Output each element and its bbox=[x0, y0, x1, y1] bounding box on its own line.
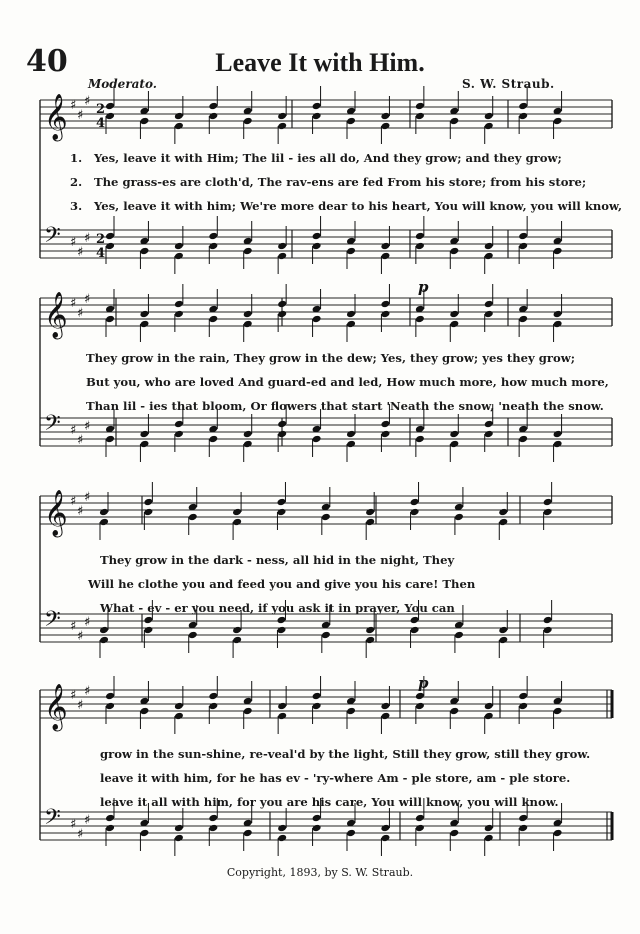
note-head bbox=[312, 112, 322, 121]
note-head bbox=[277, 310, 287, 319]
sharp-icon: ♯ bbox=[77, 827, 84, 842]
note-head bbox=[498, 636, 508, 645]
time-signature: 4 bbox=[96, 246, 106, 261]
note-head bbox=[208, 232, 218, 241]
note-head bbox=[143, 508, 153, 517]
note-head bbox=[277, 252, 287, 261]
note-head bbox=[139, 117, 149, 126]
note-head bbox=[415, 814, 425, 823]
note-head bbox=[105, 112, 115, 121]
sharp-icon: ♯ bbox=[70, 494, 77, 509]
note-head bbox=[243, 829, 253, 838]
note-head bbox=[105, 242, 115, 251]
note-head bbox=[380, 702, 390, 711]
note-head bbox=[312, 102, 322, 111]
note-head bbox=[484, 702, 494, 711]
note-head bbox=[312, 232, 322, 241]
note-head bbox=[380, 252, 390, 261]
note-head bbox=[484, 252, 494, 261]
verse-text: What - ev - er you need, if you ask it in prayer, You can bbox=[100, 601, 455, 615]
sharp-icon: ♯ bbox=[70, 296, 77, 311]
note-head bbox=[518, 232, 528, 241]
note-head bbox=[139, 430, 149, 439]
note-head bbox=[410, 626, 420, 635]
note-head bbox=[553, 320, 563, 329]
note-head bbox=[312, 435, 322, 444]
note-head bbox=[139, 320, 149, 329]
note-head bbox=[174, 122, 184, 131]
note-head bbox=[498, 626, 508, 635]
note-head bbox=[454, 631, 464, 640]
sharp-icon: ♯ bbox=[70, 423, 77, 438]
note-head bbox=[380, 430, 390, 439]
note-head bbox=[553, 707, 563, 716]
note-head bbox=[277, 824, 287, 833]
note-head bbox=[277, 122, 287, 131]
note-head bbox=[484, 712, 494, 721]
sharp-icon: ♯ bbox=[84, 419, 91, 434]
note-head bbox=[208, 824, 218, 833]
verse-text: leave it all with him, for you are his care, You will know, you will know. bbox=[100, 795, 559, 809]
note-head bbox=[365, 636, 375, 645]
note-head bbox=[449, 310, 459, 319]
note-head bbox=[277, 242, 287, 251]
note-head bbox=[143, 498, 153, 507]
verse-text: But you, who are loved And guard-ed and led, How much more, how much more, bbox=[86, 375, 609, 389]
sharp-icon: ♯ bbox=[70, 235, 77, 250]
note-head bbox=[415, 232, 425, 241]
sharp-icon: ♯ bbox=[77, 306, 84, 321]
note-head bbox=[277, 430, 287, 439]
note-head bbox=[380, 712, 390, 721]
note-head bbox=[449, 247, 459, 256]
treble-clef-icon: 𝄞 bbox=[44, 684, 68, 730]
note-head bbox=[105, 315, 115, 324]
note-head bbox=[312, 702, 322, 711]
verse-text: grow in the sun-shine, re-veal'd by the light, Still they grow, still they grow. bbox=[100, 747, 591, 761]
sharp-icon: ♯ bbox=[77, 433, 84, 448]
treble-clef-icon: 𝄞 bbox=[44, 490, 68, 536]
note-head bbox=[174, 420, 184, 429]
verse-text: Than lil - ies that bloom, Or flowers that start 'Neath the snow, 'neath the snow. bbox=[86, 399, 604, 413]
note-head bbox=[346, 707, 356, 716]
note-head bbox=[208, 814, 218, 823]
sharp-icon: ♯ bbox=[77, 629, 84, 644]
note-head bbox=[449, 430, 459, 439]
note-head bbox=[365, 518, 375, 527]
note-head bbox=[415, 692, 425, 701]
note-head bbox=[346, 247, 356, 256]
note-head bbox=[449, 829, 459, 838]
note-head bbox=[99, 518, 109, 527]
note-head bbox=[410, 498, 420, 507]
note-head bbox=[484, 824, 494, 833]
sharp-icon: ♯ bbox=[84, 615, 91, 630]
note-head bbox=[105, 232, 115, 241]
note-head bbox=[232, 508, 242, 517]
hymn-title: Leave It with Him. bbox=[215, 48, 425, 77]
note-head bbox=[380, 242, 390, 251]
verse-text: They grow in the rain, They grow in the dew; Yes, they grow; yes they grow; bbox=[86, 351, 576, 365]
note-head bbox=[553, 829, 563, 838]
sharp-icon: ♯ bbox=[84, 292, 91, 307]
time-signature: 2 bbox=[96, 102, 106, 117]
note-head bbox=[208, 102, 218, 111]
note-head bbox=[346, 310, 356, 319]
verse-text: leave it with him, for he has ev - 'ry-where Am - ple store, am - ple store. bbox=[100, 771, 571, 785]
note-head bbox=[105, 435, 115, 444]
dynamic-mark: p bbox=[418, 278, 429, 296]
note-head bbox=[484, 300, 494, 309]
note-head bbox=[518, 435, 528, 444]
note-head bbox=[208, 702, 218, 711]
treble-clef-icon: 𝄞 bbox=[44, 94, 68, 140]
note-head bbox=[518, 814, 528, 823]
note-head bbox=[312, 315, 322, 324]
note-head bbox=[543, 498, 553, 507]
note-head bbox=[543, 508, 553, 517]
note-head bbox=[498, 518, 508, 527]
verse-text: Yes, leave it with Him; The lil - ies all do, And they grow; and they grow; bbox=[94, 151, 562, 165]
note-head bbox=[365, 508, 375, 517]
note-head bbox=[380, 310, 390, 319]
note-head bbox=[243, 707, 253, 716]
note-head bbox=[518, 102, 528, 111]
note-head bbox=[543, 616, 553, 625]
note-head bbox=[518, 242, 528, 251]
note-head bbox=[484, 112, 494, 121]
sharp-icon: ♯ bbox=[77, 245, 84, 260]
note-head bbox=[105, 102, 115, 111]
note-head bbox=[346, 320, 356, 329]
sharp-icon: ♯ bbox=[70, 98, 77, 113]
note-head bbox=[518, 112, 528, 121]
note-head bbox=[518, 692, 528, 701]
sharp-icon: ♯ bbox=[77, 504, 84, 519]
verse-text: They grow in the dark - ness, all hid in the night, They bbox=[100, 553, 455, 567]
note-head bbox=[174, 300, 184, 309]
note-head bbox=[410, 508, 420, 517]
note-head bbox=[312, 692, 322, 701]
note-head bbox=[276, 616, 286, 625]
note-head bbox=[312, 814, 322, 823]
note-head bbox=[380, 420, 390, 429]
note-head bbox=[346, 430, 356, 439]
note-head bbox=[449, 117, 459, 126]
note-head bbox=[105, 814, 115, 823]
note-head bbox=[139, 440, 149, 449]
note-head bbox=[99, 508, 109, 517]
time-signature: 4 bbox=[96, 116, 106, 131]
note-head bbox=[139, 247, 149, 256]
copyright-notice: Copyright, 1893, by S. W. Straub. bbox=[226, 866, 414, 879]
note-head bbox=[365, 626, 375, 635]
note-head bbox=[277, 712, 287, 721]
note-head bbox=[243, 440, 253, 449]
note-head bbox=[243, 430, 253, 439]
note-head bbox=[449, 440, 459, 449]
sharp-icon: ♯ bbox=[70, 619, 77, 634]
note-head bbox=[139, 707, 149, 716]
note-head bbox=[276, 508, 286, 517]
note-head bbox=[208, 242, 218, 251]
tempo-marking: Moderato. bbox=[88, 77, 157, 91]
note-head bbox=[105, 702, 115, 711]
note-head bbox=[484, 122, 494, 131]
sharp-icon: ♯ bbox=[70, 688, 77, 703]
note-head bbox=[312, 824, 322, 833]
verse-text: Will he clothe you and feed you and give you his care! Then bbox=[88, 577, 476, 591]
note-head bbox=[243, 117, 253, 126]
note-head bbox=[174, 310, 184, 319]
note-head bbox=[484, 430, 494, 439]
page-number: 40 bbox=[26, 44, 68, 79]
note-head bbox=[174, 112, 184, 121]
note-head bbox=[143, 626, 153, 635]
note-head bbox=[553, 310, 563, 319]
note-head bbox=[346, 117, 356, 126]
sharp-icon: ♯ bbox=[84, 231, 91, 246]
time-signature: 2 bbox=[96, 232, 106, 247]
note-head bbox=[543, 626, 553, 635]
dynamic-mark: p bbox=[418, 674, 429, 692]
note-head bbox=[346, 440, 356, 449]
note-head bbox=[380, 122, 390, 131]
note-head bbox=[484, 310, 494, 319]
note-head bbox=[105, 824, 115, 833]
note-head bbox=[174, 824, 184, 833]
note-head bbox=[454, 513, 464, 522]
sharp-icon: ♯ bbox=[77, 108, 84, 123]
verse-text: The grass-es are cloth'd, The rav-ens are fed From his store; from his store; bbox=[94, 175, 587, 189]
note-head bbox=[139, 829, 149, 838]
note-head bbox=[380, 300, 390, 309]
note-head bbox=[174, 430, 184, 439]
note-head bbox=[277, 834, 287, 843]
note-head bbox=[276, 626, 286, 635]
note-head bbox=[346, 829, 356, 838]
note-head bbox=[277, 300, 287, 309]
note-head bbox=[312, 242, 322, 251]
note-head bbox=[553, 247, 563, 256]
note-head bbox=[143, 616, 153, 625]
bass-clef-icon: 𝄢 bbox=[44, 607, 61, 637]
note-head bbox=[498, 508, 508, 517]
note-head bbox=[139, 310, 149, 319]
note-head bbox=[553, 430, 563, 439]
note-head bbox=[518, 824, 528, 833]
note-head bbox=[208, 435, 218, 444]
sharp-icon: ♯ bbox=[84, 94, 91, 109]
note-head bbox=[243, 247, 253, 256]
note-head bbox=[410, 616, 420, 625]
bass-clef-icon: 𝄢 bbox=[44, 411, 61, 441]
sharp-icon: ♯ bbox=[84, 813, 91, 828]
note-head bbox=[277, 702, 287, 711]
verse-number: 1. bbox=[70, 151, 83, 165]
note-head bbox=[380, 834, 390, 843]
composer-credit: S. W. Straub. bbox=[462, 77, 555, 91]
bass-clef-icon: 𝄢 bbox=[44, 805, 61, 835]
note-head bbox=[174, 702, 184, 711]
note-head bbox=[380, 824, 390, 833]
note-head bbox=[174, 834, 184, 843]
note-head bbox=[243, 310, 253, 319]
note-head bbox=[208, 692, 218, 701]
note-head bbox=[415, 824, 425, 833]
verse-text: Yes, leave it with him; We're more dear to his heart, You will know, you will know, bbox=[94, 199, 623, 213]
note-head bbox=[188, 513, 198, 522]
note-head bbox=[321, 513, 331, 522]
note-head bbox=[208, 112, 218, 121]
note-head bbox=[232, 518, 242, 527]
sharp-icon: ♯ bbox=[84, 684, 91, 699]
verse-number: 2. bbox=[70, 175, 83, 189]
note-head bbox=[174, 252, 184, 261]
note-head bbox=[449, 320, 459, 329]
note-head bbox=[321, 631, 331, 640]
note-head bbox=[415, 112, 425, 121]
note-head bbox=[553, 440, 563, 449]
note-head bbox=[518, 315, 528, 324]
note-head bbox=[277, 112, 287, 121]
sharp-icon: ♯ bbox=[77, 698, 84, 713]
note-head bbox=[484, 834, 494, 843]
note-head bbox=[484, 242, 494, 251]
note-head bbox=[232, 626, 242, 635]
note-head bbox=[174, 712, 184, 721]
sharp-icon: ♯ bbox=[70, 817, 77, 832]
note-head bbox=[415, 102, 425, 111]
note-head bbox=[243, 320, 253, 329]
note-head bbox=[380, 112, 390, 121]
bass-clef-icon: 𝄢 bbox=[44, 223, 61, 253]
note-head bbox=[232, 636, 242, 645]
note-head bbox=[277, 420, 287, 429]
note-head bbox=[518, 702, 528, 711]
note-head bbox=[449, 707, 459, 716]
note-head bbox=[174, 242, 184, 251]
note-head bbox=[415, 435, 425, 444]
note-head bbox=[105, 692, 115, 701]
note-head bbox=[188, 631, 198, 640]
note-head bbox=[208, 315, 218, 324]
sharp-icon: ♯ bbox=[84, 490, 91, 505]
note-head bbox=[415, 242, 425, 251]
treble-clef-icon: 𝄞 bbox=[44, 292, 68, 338]
note-head bbox=[276, 498, 286, 507]
note-head bbox=[484, 420, 494, 429]
note-head bbox=[99, 626, 109, 635]
note-head bbox=[415, 702, 425, 711]
verse-number: 3. bbox=[70, 199, 83, 213]
note-head bbox=[415, 315, 425, 324]
note-head bbox=[99, 636, 109, 645]
note-head bbox=[553, 117, 563, 126]
